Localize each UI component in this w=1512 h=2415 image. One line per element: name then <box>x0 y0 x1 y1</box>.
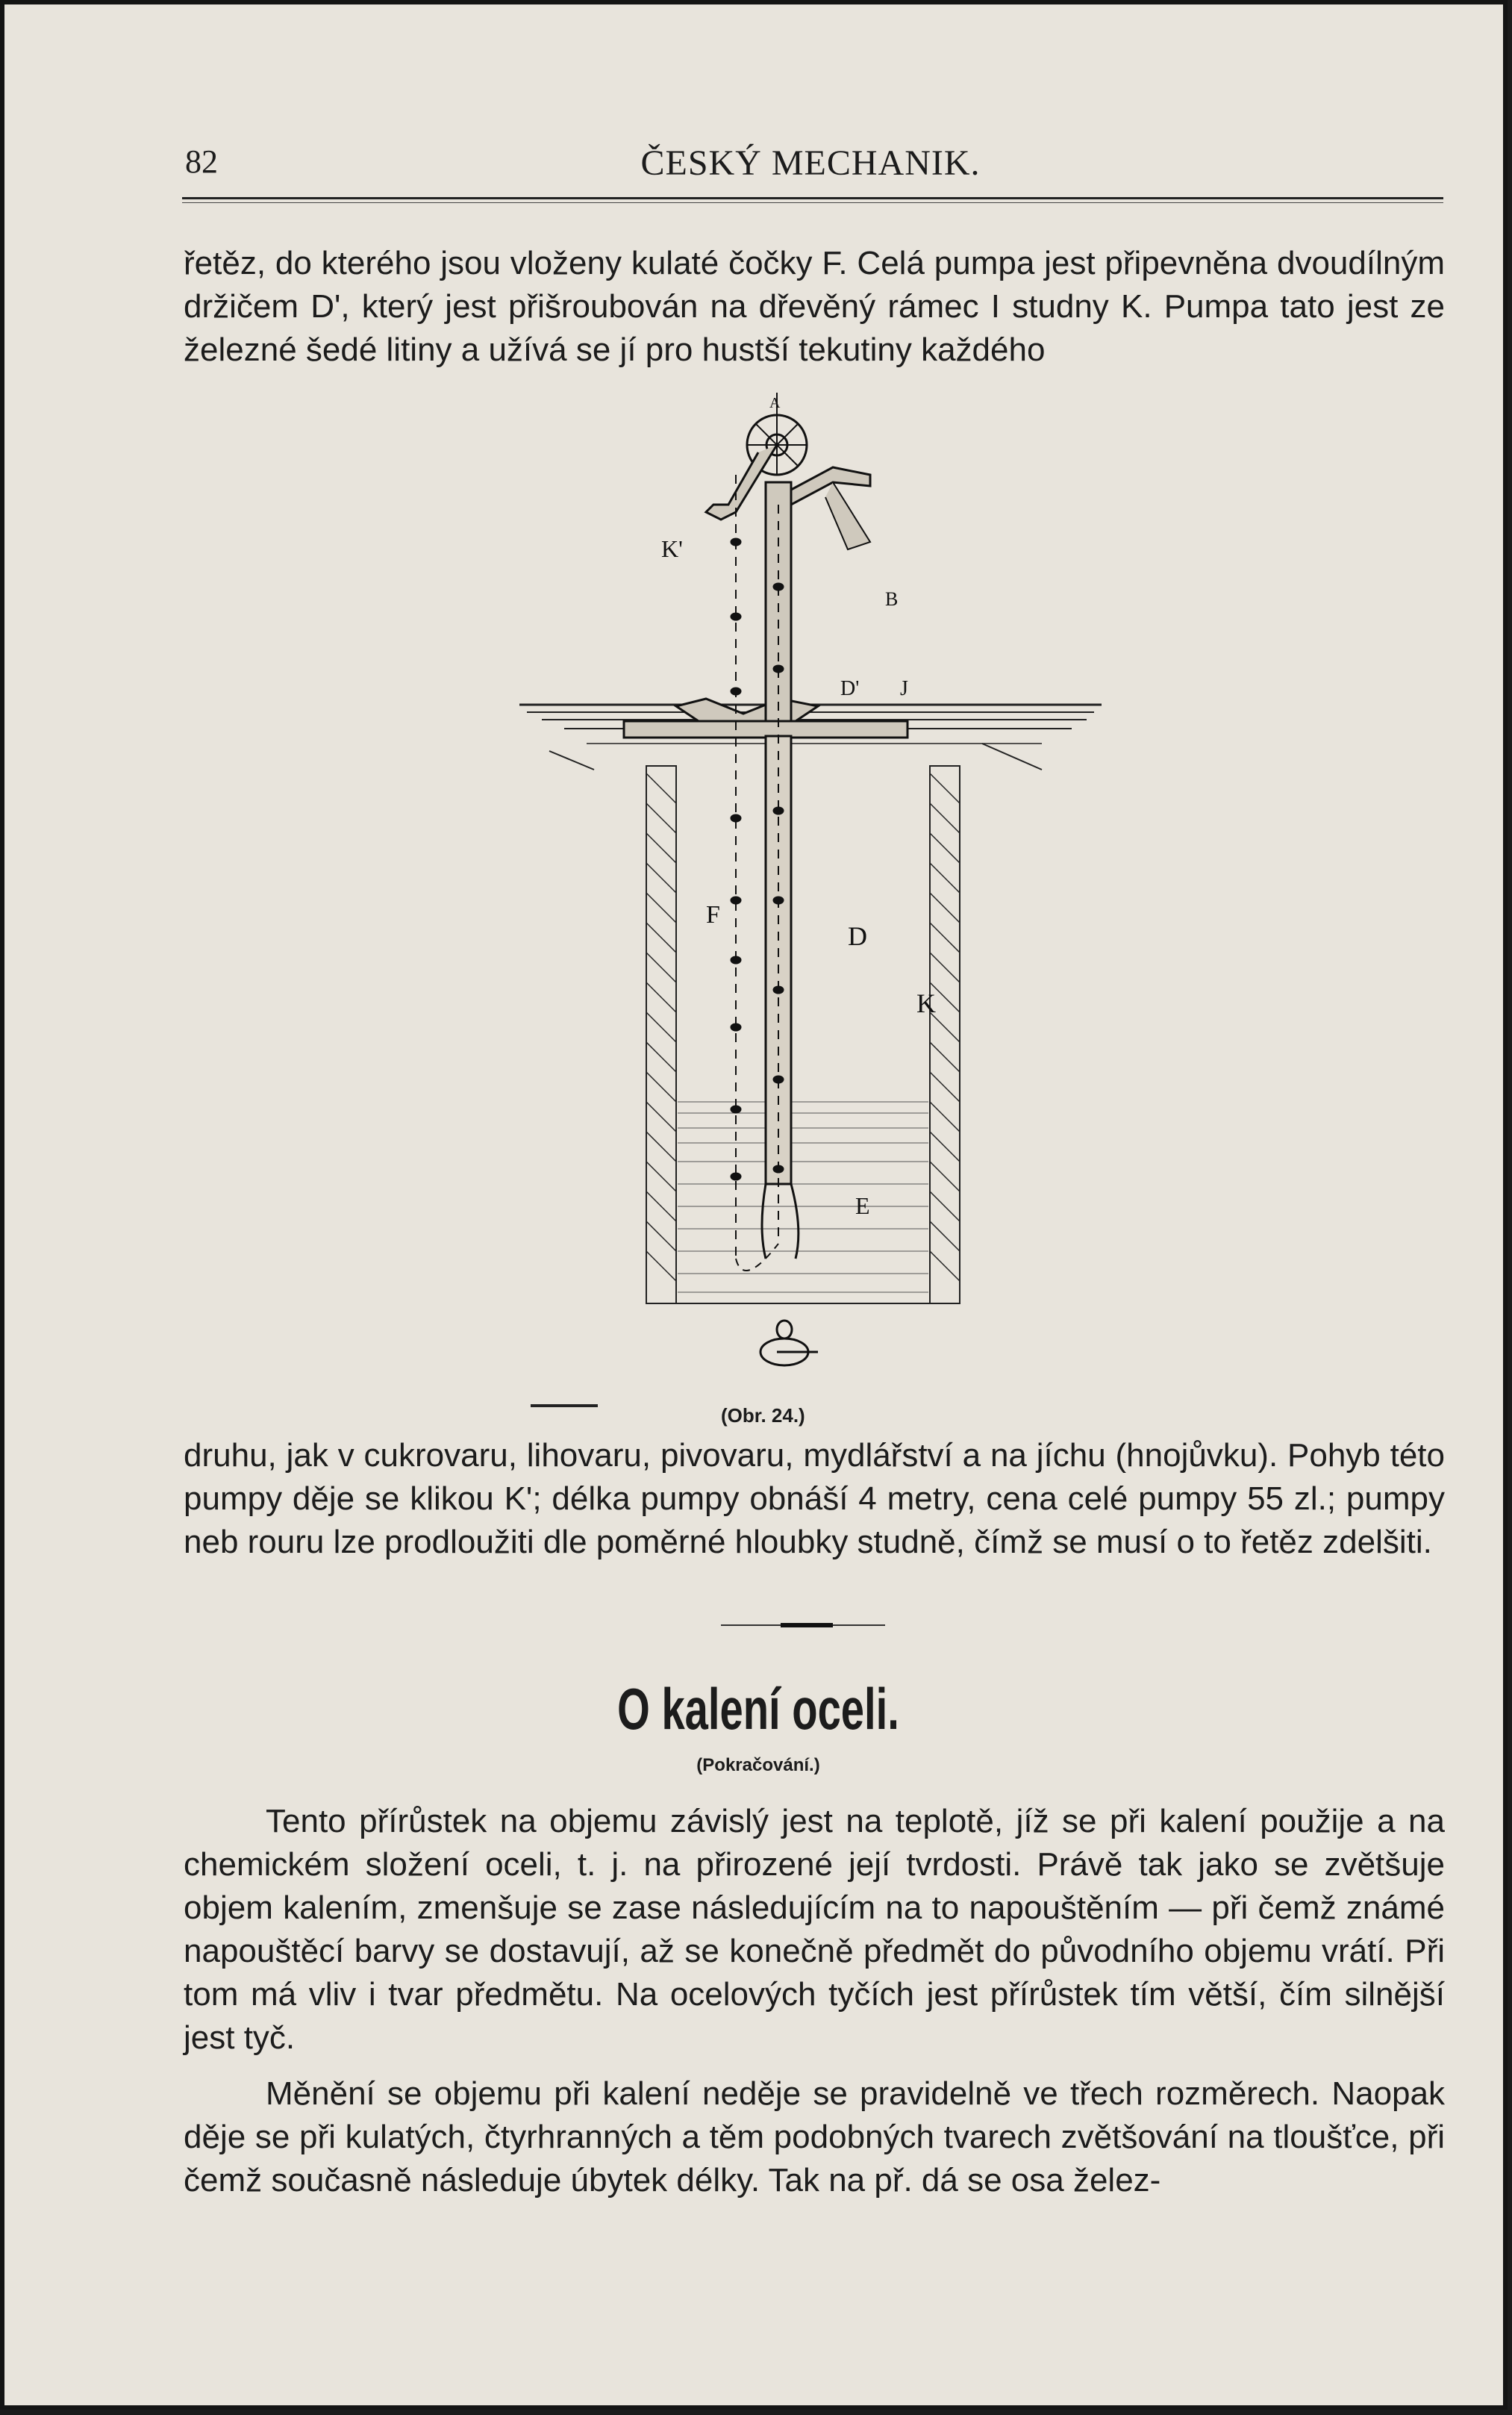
well-walls <box>646 766 960 1303</box>
paragraph-1: řetěz, do kterého jsou vloženy kulaté čočky F. Celá pumpa jest připevněna dvoudílným držičem D', který jest přišroubován na dřevěný rámec I studny K. Pumpa tato jest ze železné šedé litiny a užívá se jí pro hustší tekutiny každého <box>184 245 1445 368</box>
page-number: 82 <box>185 143 218 180</box>
label-k-prime: K' <box>661 535 683 562</box>
label-k: K <box>916 988 936 1018</box>
section-divider-center <box>781 1623 833 1627</box>
label-b: B <box>885 588 899 610</box>
figure-caption: (Obr. 24.) <box>721 1404 805 1427</box>
section-subtitle: (Pokračování.) <box>696 1755 820 1775</box>
label-d-prime: D' <box>840 677 860 700</box>
header-rule <box>182 197 1443 203</box>
water <box>678 1102 928 1292</box>
page-header <box>176 143 1445 187</box>
section-title: O kalení oceli. <box>617 1676 899 1742</box>
chain-link-detail <box>760 1321 818 1365</box>
label-a: A <box>769 395 781 411</box>
pump-illustration <box>519 393 1102 1386</box>
running-title: ČESKÝ MECHANIK. <box>640 143 981 183</box>
paragraph-2: druhu, jak v cukrovaru, lihovaru, pivovaru, mydlářství a na jíchu (hnojůvku). Pohyb této pumpy děje se klikou K'; délka pumpy obnáší 4 metry, cena celé pumpy 55 zl.; pumpy neb rouru lze prodloužiti dle poměrné hloubky studně, čímž se musí o to řetěz zdelšiti. <box>184 1437 1445 1560</box>
label-f: F <box>706 901 720 929</box>
label-i: J <box>900 677 908 700</box>
figure-dash <box>531 1404 598 1407</box>
paragraph-4: Měnění se objemu při kalení neděje se pravidelně ve třech rozměrech. Naopak děje se při kulatých, čtyrhranných a těm podobných tvarech zvětšování na tloušťce, při čemž současně následuje úbytek délky. Tak na př. dá se osa želez- <box>184 2075 1445 2199</box>
label-e: E <box>855 1192 870 1219</box>
label-d: D <box>848 921 867 951</box>
paragraph-3: Tento přírůstek na objemu závislý jest na teplotě, jíž se při kalení použije a na chemickém složení oceli, t. j. na přirozené její tvrdosti. Právě tak jako se zvětšuje objem kalením, zmenšuje se zase následujícím na to napouštěním — při čemž známé napouštěcí barvy se dostavují, až se konečně předmět do původního objemu vrátí. Při tom má vliv i tvar předmětu. Na ocelových tyčích jest přírůstek tím větší, čím silnější jest tyč. <box>184 1803 1445 2056</box>
